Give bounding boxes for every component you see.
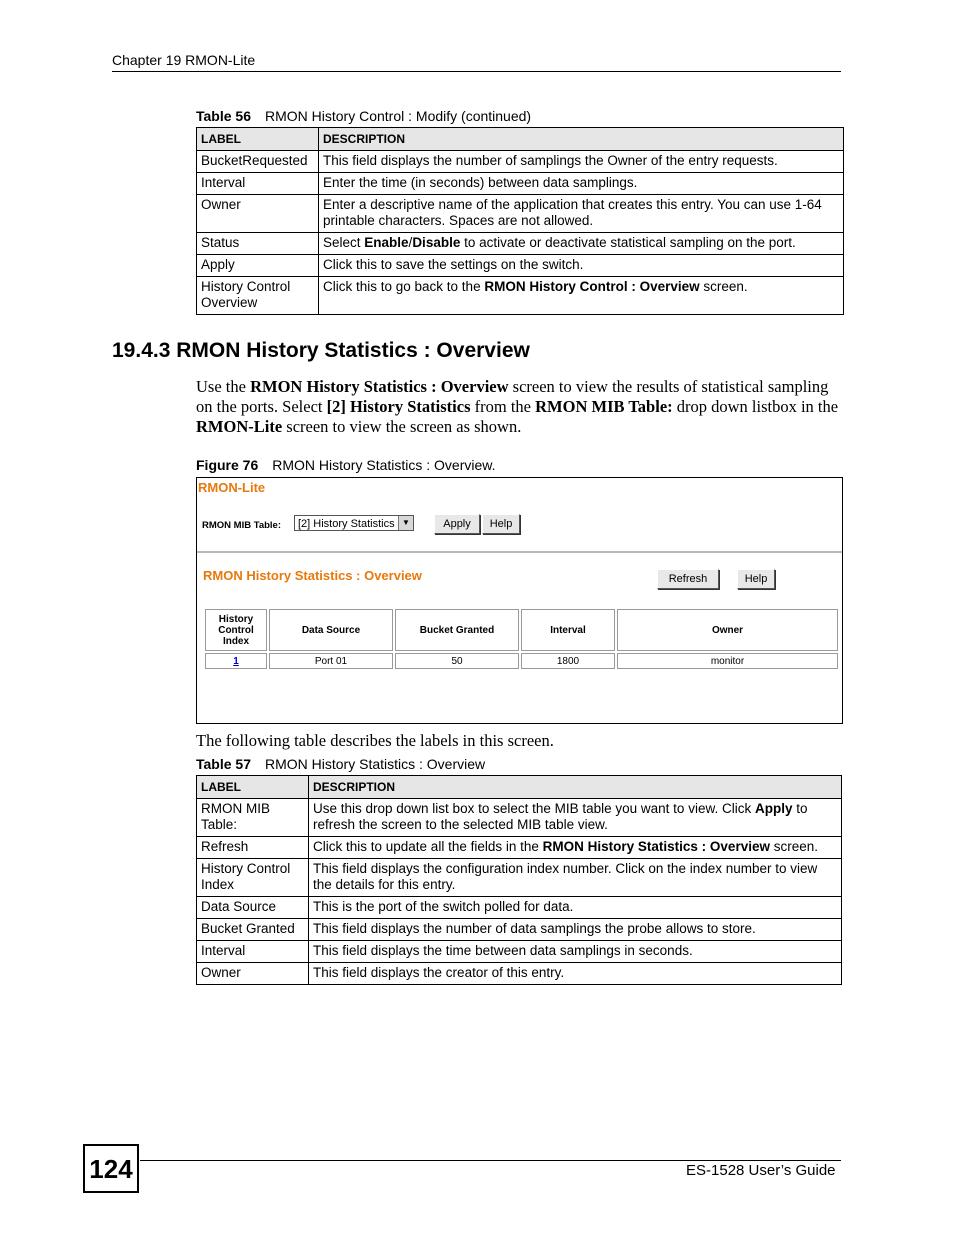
table-row [197, 799, 842, 837]
row-label: BucketRequested [197, 151, 319, 173]
row-desc: This field displays the number of samplings the Owner of the entry requests. [319, 151, 844, 173]
col-interval: Interval [521, 609, 615, 651]
guide-title: ES-1528 User’s Guide [686, 1162, 836, 1179]
row-desc: This is the port of the switch polled for data. [309, 897, 842, 919]
row-label: Owner [197, 195, 319, 233]
table-row [197, 837, 842, 859]
row-label: Data Source [197, 897, 309, 919]
row-label: History Control Overview [197, 277, 319, 315]
interval-cell: 1800 [521, 653, 615, 669]
apply-button[interactable]: Apply [434, 514, 480, 534]
table-row [197, 151, 844, 173]
table-row [197, 195, 844, 233]
row-desc: Use this drop down list box to select the MIB table you want to view. Click Apply to refresh the screen to the selected MIB table view. [309, 799, 842, 837]
row-label: Interval [197, 941, 309, 963]
row-desc: Enter a descriptive name of the application that creates this entry. You can use 1-64 printable characters. Spaces are not allowed. [319, 195, 844, 233]
row-desc: This field displays the creator of this entry. [309, 963, 842, 985]
row-desc: This field displays the time between data samplings in seconds. [309, 941, 842, 963]
chapter-header: Chapter 19 RMON-Lite [112, 52, 256, 68]
table-row [197, 859, 842, 897]
refresh-button[interactable]: Refresh [657, 569, 719, 589]
rmon-history-statistics-screen [196, 477, 843, 724]
page-number: 124 [83, 1144, 139, 1193]
row-desc: This field displays the configuration index number. Click on the index number to view the details for this entry. [309, 859, 842, 897]
row-label: Bucket Granted [197, 919, 309, 941]
mib-table-label: RMON MIB Table: [202, 520, 281, 531]
footer-rule [140, 1160, 841, 1161]
col-history-control-index: History Control Index [205, 609, 267, 651]
row-label: RMON MIB Table: [197, 799, 309, 837]
screen-title: RMON-Lite [198, 480, 266, 495]
table-row [197, 963, 842, 985]
row-desc: Enter the time (in seconds) between data samplings. [319, 173, 844, 195]
col-data-source: Data Source [269, 609, 393, 651]
table-row [197, 233, 844, 255]
screen-subtitle: RMON History Statistics : Overview [203, 568, 422, 583]
table-56-title: RMON History Control : Modify (continued) [265, 108, 532, 124]
mib-table-select[interactable]: [2] History Statistics ▼ [294, 515, 414, 531]
chevron-down-icon: ▼ [398, 516, 413, 530]
row-label: Interval [197, 173, 319, 195]
table-57-number: Table 57 [196, 756, 251, 772]
table-56-label-header: LABEL [197, 128, 319, 151]
table-57-desc-header: DESCRIPTION [309, 776, 842, 799]
figure-76-caption [196, 457, 496, 473]
figure-76-title: RMON History Statistics : Overview. [272, 457, 496, 473]
row-desc: Click this to go back to the RMON History Control : Overview screen. [319, 277, 844, 315]
table-row [197, 941, 842, 963]
table-57 [196, 775, 842, 985]
row-desc: Click this to update all the fields in the RMON History Statistics : Overview screen. [309, 837, 842, 859]
row-label: Apply [197, 255, 319, 277]
table-row [205, 653, 838, 669]
help-button[interactable]: Help [482, 514, 520, 534]
table-row [197, 919, 842, 941]
table-row [197, 277, 844, 315]
table-57-label-header: LABEL [197, 776, 309, 799]
table-56-number: Table 56 [196, 108, 251, 124]
figure-76-number: Figure 76 [196, 457, 259, 473]
index-link[interactable]: 1 [233, 655, 239, 667]
intro-paragraph: Use the RMON History Statistics : Overview screen to view the results of statistical sampling on the ports. Select [2] History Statistics from the RMON MIB Table: drop down listbox in the RMON-Lite screen to view the screen as shown. [196, 377, 839, 436]
owner-cell: monitor [617, 653, 838, 669]
table-intro-text: The following table describes the labels in this screen. [196, 731, 554, 750]
row-label: Status [197, 233, 319, 255]
table-row [197, 173, 844, 195]
bucket-granted-cell: 50 [395, 653, 519, 669]
table-57-title: RMON History Statistics : Overview [265, 756, 486, 772]
table-row [197, 255, 844, 277]
table-57-caption [196, 756, 485, 772]
row-label: Refresh [197, 837, 309, 859]
table-56-caption [196, 108, 531, 124]
help-button-2[interactable]: Help [737, 569, 775, 589]
table-56 [196, 127, 844, 315]
data-source-cell: Port 01 [269, 653, 393, 669]
row-label: History Control Index [197, 859, 309, 897]
row-desc: This field displays the number of data samplings the probe allows to store. [309, 919, 842, 941]
section-heading: 19.4.3 RMON History Statistics : Overview [112, 339, 530, 362]
row-desc: Click this to save the settings on the switch. [319, 255, 844, 277]
col-bucket-granted: Bucket Granted [395, 609, 519, 651]
row-label: Owner [197, 963, 309, 985]
row-desc: Select Enable/Disable to activate or deactivate statistical sampling on the port. [319, 233, 844, 255]
screen-divider [197, 551, 842, 553]
table-56-desc-header: DESCRIPTION [319, 128, 844, 151]
history-statistics-table [203, 607, 840, 671]
header-rule [112, 71, 841, 72]
col-owner: Owner [617, 609, 838, 651]
table-row [197, 897, 842, 919]
